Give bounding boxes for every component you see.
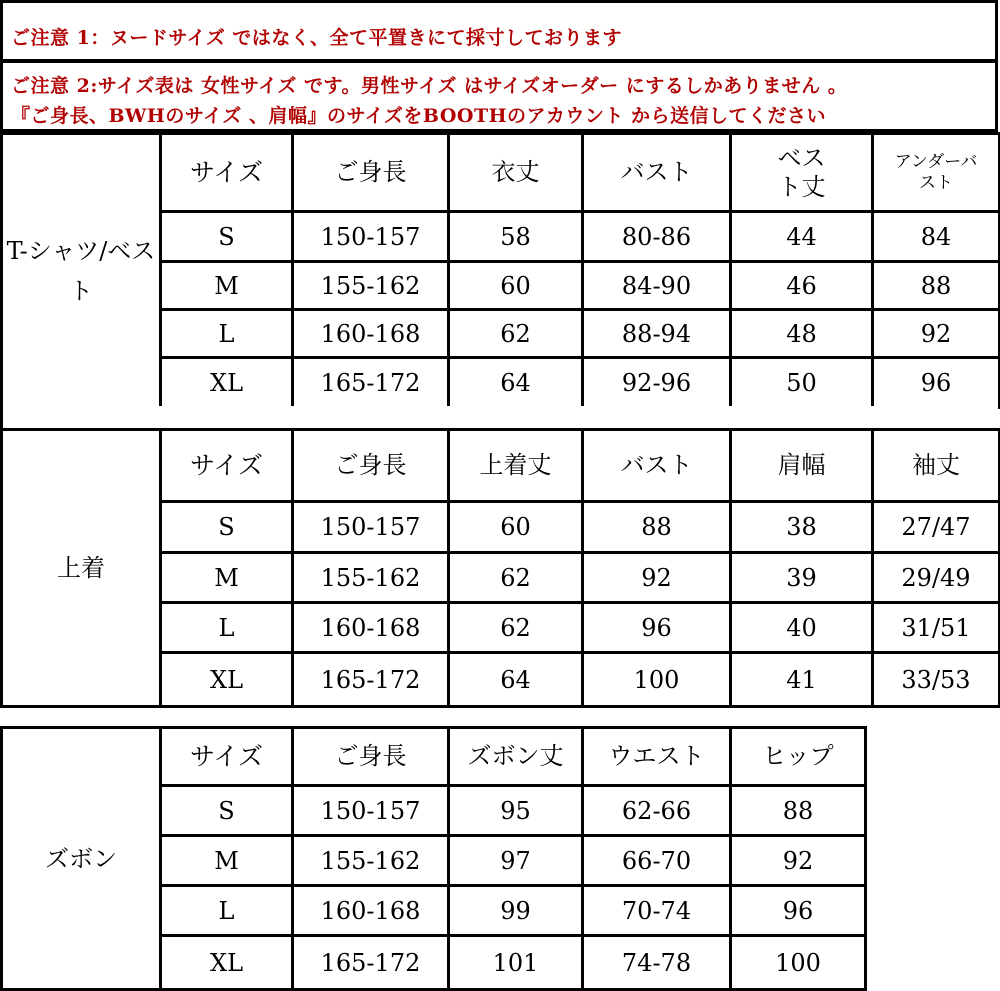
table-cell: 165-172 (293, 358, 449, 408)
table-cell: 39 (731, 553, 873, 603)
table-cell: 62 (449, 553, 583, 603)
table-cell: 41 (731, 653, 873, 707)
table-cell: 160-168 (293, 886, 449, 936)
table-cell: 150-157 (293, 786, 449, 836)
table-cell: 64 (449, 653, 583, 707)
table-cell: 62 (449, 310, 583, 358)
pants-category: ズボン (2, 728, 161, 990)
table-cell: 64 (449, 358, 583, 408)
table-cell: 88 (873, 262, 1000, 310)
table-cell: 46 (731, 262, 873, 310)
table-cell: 27/47 (873, 502, 1000, 553)
table-cell: 44 (731, 212, 873, 262)
table-cell: 100 (731, 936, 866, 990)
pants-header-length: ズボン丈 (449, 728, 583, 786)
table-cell: 48 (731, 310, 873, 358)
pants-header-hip: ヒップ (731, 728, 866, 786)
tshirt-header-vest-length: ベスト丈 (731, 134, 873, 212)
table-cell: 62 (449, 603, 583, 653)
table-cell: 84 (873, 212, 1000, 262)
tshirt-category: T-シャツ/ベスト (2, 134, 161, 408)
table-cell: L (161, 886, 293, 936)
table-cell: M (161, 553, 293, 603)
table-cell: 74-78 (583, 936, 731, 990)
table-cell: 101 (449, 936, 583, 990)
table-cell: 58 (449, 212, 583, 262)
table-cell: 33/53 (873, 653, 1000, 707)
jacket-size-table (0, 428, 1000, 708)
tshirt-header-length: 衣丈 (449, 134, 583, 212)
tshirt-size-table (0, 132, 1000, 409)
jacket-header-shoulder: 肩幅 (731, 430, 873, 502)
jacket-header-bust: バスト (583, 430, 731, 502)
table-cell: 96 (583, 603, 731, 653)
table-gap (0, 406, 998, 428)
jacket-category: 上着 (2, 430, 161, 707)
table-cell: 50 (731, 358, 873, 408)
table-cell: 60 (449, 502, 583, 553)
pants-header-size: サイズ (161, 728, 293, 786)
table-cell: 31/51 (873, 603, 1000, 653)
table-cell: S (161, 786, 293, 836)
table-cell: 88 (583, 502, 731, 553)
pants-header-waist: ウエスト (583, 728, 731, 786)
tshirt-header-underbust: アンダーバスト (873, 134, 1000, 212)
table-cell: 150-157 (293, 212, 449, 262)
table-cell: 92 (731, 836, 866, 886)
table-cell: 92-96 (583, 358, 731, 408)
tshirt-header-size: サイズ (161, 134, 293, 212)
table-cell: 96 (873, 358, 1000, 408)
notice-1-text: ご注意 1：ヌードサイズ ではなく、全て平置きにて採寸しております (11, 27, 623, 49)
table-cell: 100 (583, 653, 731, 707)
jacket-header-length: 上着丈 (449, 430, 583, 502)
pants-header-height: ご身長 (293, 728, 449, 786)
tshirt-header-height: ご身長 (293, 134, 449, 212)
table-cell: 92 (583, 553, 731, 603)
table-cell: 95 (449, 786, 583, 836)
notice-2-line-2: 『ご身長、BWHのサイズ 、肩幅』のサイズをBOOTHのアカウント から送信してください (11, 105, 826, 127)
notice-2-line-1: ご注意 2:サイズ表は 女性サイズ です。男性サイズ はサイズオーダー にするしかありません 。 (11, 75, 848, 97)
table-cell: 88-94 (583, 310, 731, 358)
table-cell: 40 (731, 603, 873, 653)
table-cell: L (161, 603, 293, 653)
table-cell: 88 (731, 786, 866, 836)
table-cell: 165-172 (293, 653, 449, 707)
pants-size-table (0, 726, 867, 991)
jacket-header-height: ご身長 (293, 430, 449, 502)
table-cell: M (161, 262, 293, 310)
table-cell: 60 (449, 262, 583, 310)
table-cell: M (161, 836, 293, 886)
table-cell: 84-90 (583, 262, 731, 310)
table-cell: 155-162 (293, 262, 449, 310)
jacket-header-size: サイズ (161, 430, 293, 502)
table-cell: S (161, 502, 293, 553)
table-cell: S (161, 212, 293, 262)
table-cell: 155-162 (293, 553, 449, 603)
tshirt-header-bust: バスト (583, 134, 731, 212)
table-cell: L (161, 310, 293, 358)
table-cell: XL (161, 936, 293, 990)
table-cell: 165-172 (293, 936, 449, 990)
table-cell: XL (161, 358, 293, 408)
table-cell: 62-66 (583, 786, 731, 836)
table-cell: 92 (873, 310, 1000, 358)
table-cell: 96 (731, 886, 866, 936)
table-cell: 99 (449, 886, 583, 936)
table-cell: XL (161, 653, 293, 707)
jacket-header-sleeve: 袖丈 (873, 430, 1000, 502)
table-cell: 66-70 (583, 836, 731, 886)
notice-2-box (0, 60, 998, 132)
table-cell: 155-162 (293, 836, 449, 886)
table-cell: 70-74 (583, 886, 731, 936)
table-cell: 38 (731, 502, 873, 553)
table-cell: 29/49 (873, 553, 1000, 603)
notice-1-box (0, 0, 998, 62)
table-cell: 80-86 (583, 212, 731, 262)
table-cell: 160-168 (293, 310, 449, 358)
table-cell: 150-157 (293, 502, 449, 553)
table-cell: 160-168 (293, 603, 449, 653)
table-cell: 97 (449, 836, 583, 886)
